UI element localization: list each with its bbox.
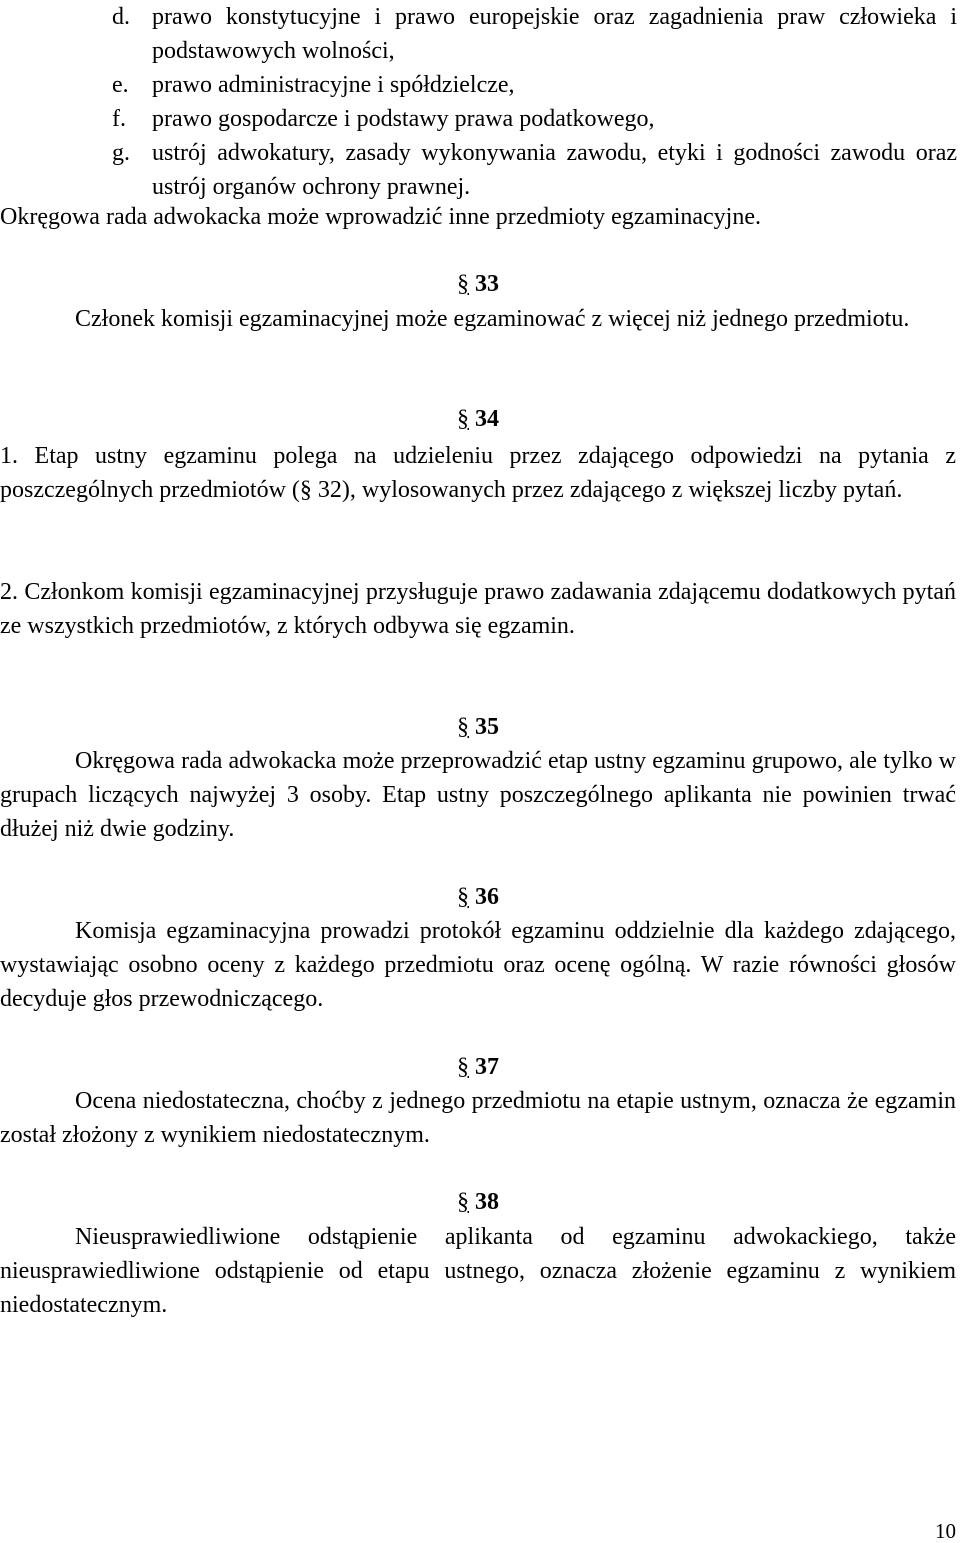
list-item-text: ustrój adwokatury, zasady wykonywania zawodu, etyki i godności zawodu oraz ustrój organów ochrony prawnej. [152, 140, 957, 200]
section-number: 33 [475, 271, 499, 297]
list-marker: e. [112, 72, 129, 98]
list-marker: g. [112, 140, 130, 166]
section-number: 35 [475, 714, 499, 740]
section-34-paragraph-2: 2. Członkom komisji egzaminacyjnej przysługuje prawo zadawania zdającemu dodatkowych pytań ze wszystkich przedmiotów, z których odbywa się egzamin. [0, 579, 956, 639]
section-heading-36 [0, 880, 956, 914]
section-heading-35 [0, 710, 956, 744]
section-34-paragraph-1: 1. Etap ustny egzaminu polega na udzieleniu przez zdającego odpowiedzi na pytania z poszczególnych przedmiotów (§ 32), wylosowanych przez zdającego z większej liczby pytań. [0, 443, 956, 503]
list-item-text: prawo konstytucyjne i prawo europejskie oraz zagadnienia praw człowieka i podstawowych wolności, [152, 4, 957, 64]
section-sign: § [457, 884, 469, 910]
section-33-text: Członek komisji egzaminacyjnej może egzaminować z więcej niż jednego przedmiotu. [75, 306, 910, 332]
page-number: 10 [935, 1519, 956, 1543]
section-heading-34 [0, 402, 956, 436]
intro-note: Okręgowa rada adwokacka może wprowadzić inne przedmioty egzaminacyjne. [0, 204, 761, 230]
section-sign: § [457, 271, 469, 297]
section-number: 36 [475, 884, 499, 910]
list-item-text: prawo gospodarcze i podstawy prawa podatkowego, [152, 106, 655, 132]
section-sign: § [457, 406, 469, 432]
list-item [112, 0, 957, 68]
section-number: 34 [475, 406, 499, 432]
section-37-text: Ocena niedostateczna, choćby z jednego przedmiotu na etapie ustnym, oznacza że egzamin został złożony z wynikiem niedostatecznym. [0, 1088, 956, 1148]
section-heading-33 [0, 267, 956, 301]
list-marker: d. [112, 4, 130, 30]
section-heading-38 [0, 1185, 956, 1219]
section-35-text: Okręgowa rada adwokacka może przeprowadzić etap ustny egzaminu grupowo, ale tylko w grupach liczących najwyżej 3 osoby. Etap ustny poszczególnego aplikanta nie powinien trwać dłużej niż dwie godziny. [0, 748, 956, 842]
section-sign: § [457, 1189, 469, 1215]
section-number: 37 [475, 1054, 499, 1080]
list-marker: f. [112, 106, 126, 132]
section-number: 38 [475, 1189, 499, 1215]
section-36-text: Komisja egzaminacyjna prowadzi protokół egzaminu oddzielnie dla każdego zdającego, wystawiając osobno oceny z każdego przedmiotu oraz ocenę ogólną. W razie równości głosów decyduje głos przewodniczącego. [0, 918, 956, 1012]
list-item [112, 136, 957, 204]
section-sign: § [457, 1054, 469, 1080]
subject-list [112, 0, 957, 204]
section-38-text: Nieusprawiedliwione odstąpienie aplikanta od egzaminu adwokackiego, także nieusprawiedliwione odstąpienie od etapu ustnego, oznacza złożenie egzaminu z wynikiem niedostatecznym. [0, 1224, 956, 1318]
list-item [112, 68, 957, 102]
list-item-text: prawo administracyjne i spółdzielcze, [152, 72, 515, 98]
section-heading-37 [0, 1050, 956, 1084]
list-item [112, 102, 957, 136]
section-sign: § [457, 714, 469, 740]
